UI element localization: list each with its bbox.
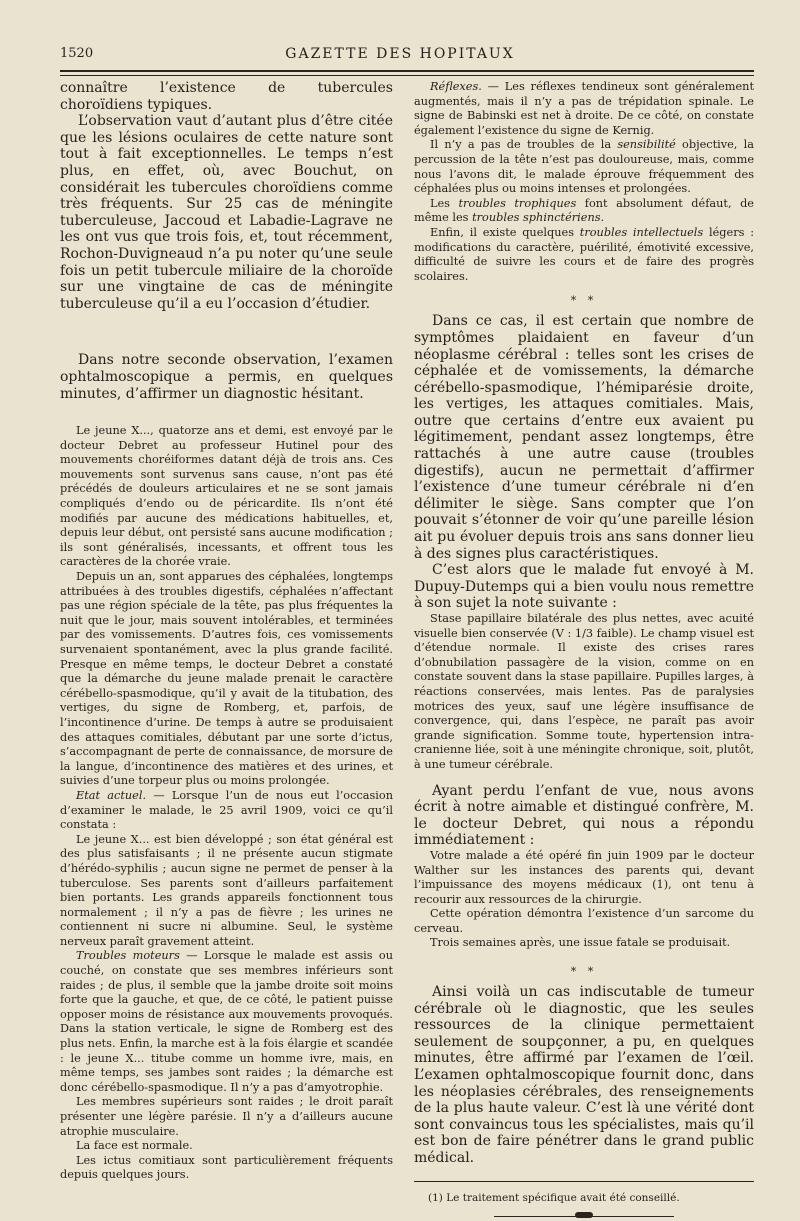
paragraph: Ainsi voilà un cas indiscutable de tumeur cérébrale où le diagnostic, que les seules ressources de la clinique permettaient seulement de soupçonner, a pu, en quelques minutes, être affirmé par l’examen de l’œil. L’examen ophtalmoscopique fournit donc, dans les néoplasies cérébrales, des renseignements de la plus haute valeur. C’est là une vérité dont sont convaincus tous les spécialistes, mais qu’il est bon de faire pénétrer dans le grand public médical. [414, 984, 754, 1166]
paragraph: Dans notre seconde observation, l’examen ophtalmoscopique a permis, en quelques minutes, d’affirmer un diagnostic hésitant. [60, 352, 393, 402]
journal-title: GAZETTE DES HOPITAUX [285, 46, 515, 62]
page-number: 1520 [60, 46, 94, 61]
running-header [0, 44, 800, 66]
end-ornament [414, 1211, 754, 1221]
case-paragraph: Les troubles trophiques font absolument défaut, de même les troubles sphinctériens. [414, 196, 754, 225]
case-paragraph: Enfin, il existe quelques troubles intellectuels légers : modifications du caractère, puérilité, émotivité excessive, difficulté de suivre les cours et de faire des progrès scolaires. [414, 225, 754, 283]
case-paragraph: Le jeune X..., quatorze ans et demi, est envoyé par le docteur Debret au professeur Hutinel pour des mouvements choréiformes datant déjà de trois ans. Ces mouvements sont survenus sans cause, n’ont pas été précédés de douleurs articulaires et ne se sont jamais compliqués d’endo ou de péricardite. Ils n’ont été modifiés par aucune des médications habituelles, et, depuis leur début, ont persisté sans aucune modification ; ils sont généralisés, incessants, et offrent tous les caractères de la chorée vraie. [60, 424, 393, 569]
paragraph: Dans ce cas, il est certain que nombre de symptômes plaidaient en faveur d’un néoplasme cérébral : telles sont les crises de céphalée et de vomissements, la démarche cérébello-spasmodique, l’hémiparésie droite, les vertiges, les attaques comitiales. Mais, outre que certains d’entre eux avaient pu légitimement, pendant assez longtemps, être rattachés à une autre cause (troubles digestifs), aucun ne permettait d’affirmer l’existence d’une tumeur cérébrale ni d’en délimiter le siège. Sans compter que l’on pouvait s’étonner de voir qu’une pareille lésion ait pu évoluer depuis trois ans sans donner lieu à des signes plus caractéristiques. [414, 313, 754, 562]
case-paragraph: Il n’y a pas de troubles de la sensibilité objective, la percussion de la tête n’est pas douloureuse, mais, comme nous l’avons dit, le malade éprouve fréquemment des céphalées plus ou moins intenses et prolongées. [414, 138, 754, 196]
case-paragraph: Etat actuel. — Lorsque l’un de nous eut l’occasion d’examiner le malade, le 25 avril 1909, voici ce qu’il constata : [60, 788, 393, 832]
subheading: Troubles moteurs [76, 949, 180, 963]
section-separator: * * [570, 294, 598, 308]
case-paragraph: Troubles moteurs — Lorsque le malade est assis ou couché, on constate que ses membres inférieurs sont raides ; de plus, il semble que la jambe droite soit moins forte que la gauche, et que, de ce côté, le patient puisse opposer moins de résistance aux mouvements provoqués. Dans la station verticale, le signe de Romberg est des plus nets. Enfin, la marche est à la fois élargie et scandée : le jeune X... titube comme un homme ivre, mais, en même temps, ses jambes sont raides ; la démarche est donc cérébello-spasmodique. Il n’y a pas d’amyotrophie. [60, 949, 393, 1094]
case-paragraph: Le jeune X... est bien développé ; son état général est des plus satisfaisants ; il ne présente aucun stigmate d’hérédo-syphilis ; aucun signe ne permet de penser à la tuberculose. Ses parents sont d’ailleurs parfaitement bien portants. Les grands appareils fonctionnent tous normalement ; il n’y a pas de fièvre ; les urines ne contiennent ni sucre ni albumine. Seul, le système nerveux paraît gravement atteint. [60, 832, 393, 948]
case-paragraph: Réflexes. — Les réflexes tendineux sont généralement augmentés, mais il n’y a pas de trépidation spinale. Le signe de Babinski est net à droite. De ce côté, on constate également l’existence du signe de Kernig. [414, 80, 754, 137]
subheading: Etat actuel. [76, 788, 147, 802]
paragraph: connaître l’existence de tubercules choroïdiens typiques. [60, 80, 393, 113]
case-paragraph: Les ictus comitiaux sont particulièrement fréquents depuis quelques jours. [60, 1153, 393, 1182]
paragraph: L’observation vaut d’autant plus d’être citée que les lésions oculaires de cette nature sont tout à fait exceptionnelles. Le temps n’est plus, en effet, où, avec Bouchut, on considérait les tubercules choroïdiens comme très fréquents. Sur 25 cas de méningite tuberculeuse, Jaccoud et Labadie-Lagrave ne les ont vus que trois fois, et, tout récemment, Rochon-Duvigneaud n’a pu noter qu’une seule fois un petit tubercule miliaire de la choroïde sur une vingtaine de cas de méningite tuberculeuse qu’il a eu l’occasion d’étudier. [60, 113, 393, 312]
ornament-mark [575, 1212, 593, 1218]
section-separator: * * [570, 965, 598, 979]
section-gap [60, 312, 393, 352]
quoted-letter: Trois semaines après, une issue fatale se produisait. [430, 936, 731, 950]
quoted-letter: Votre malade a été opéré fin juin 1909 par le docteur Walther sur les instances des parents qui, devant l’impuissance des moyens médicaux (1), ont tenu à recourir aux ressources de la chirurgie. [414, 848, 754, 906]
subheading: Réflexes. [430, 80, 482, 93]
quoted-letter: Cette opération démontra l’existence d’un sarcome du cerveau. [414, 907, 754, 935]
section-gap [414, 773, 754, 783]
case-paragraph: Les membres supérieurs sont raides ; le droit paraît présenter une légère parésie. Il n’y a d’ailleurs aucune atrophie musculaire. [60, 1095, 393, 1138]
left-column [60, 80, 393, 1183]
footnote: (1) Le traitement spécifique avait été conseillé. [428, 1191, 680, 1204]
right-column [414, 80, 754, 1221]
case-paragraph: Depuis un an, sont apparues des céphalées, longtemps attribuées à des troubles digestifs, céphalées n’affectant pas une région spéciale de la tête, pas plus fréquentes la nuit que le jour, mais souvent intolérables, et terminées par des vomissements. D’autres fois, ces vomissements survenaient spontanément, avec la plus grande facilité. Presque en même temps, le docteur Debret a constaté que la démarche du jeune malade prenait le caractère cérébello-spasmodique, qu’il y avait de la titubation, des vertiges, du signe de Romberg, et, parfois, de l’incontinence d’urine. De temps à autre se produisaient des attaques comitiales, débutant par une sorte d’ictus, s’accompagnant de perte de connaissance, de morsure de la langue, d’incontinence des matières et des urines, et suivies d’une torpeur plus ou moins prolongée. [60, 570, 393, 788]
paragraph: C’est alors que le malade fut envoyé à M. Dupuy-Dutemps qui a bien voulu nous remettre à son sujet la note suivante : [414, 562, 754, 612]
section-gap [60, 402, 393, 424]
header-rule-thick [60, 70, 754, 72]
case-paragraph: La face est normale. [76, 1139, 193, 1153]
footnote-rule [414, 1181, 754, 1182]
header-rule-thin [60, 75, 754, 76]
paragraph: Ayant perdu l’enfant de vue, nous avons écrit à notre aimable et distingué confrère, M. le docteur Debret, qui nous a répondu immédiatement : [414, 782, 754, 849]
quoted-note: Stase papillaire bilatérale des plus nettes, avec acuité visuelle bien conservée (V : 1/3 faible). Le champ visuel est d’étendue normale. Il existe des crises rares d’obnubilation passagère de la vision, comme on en constate souvent dans la stase papillaire. Pupilles larges, à réactions conservées, mais lentes. Pas de paralysies motrices des yeux, sauf une légère insuffisance de convergence, qui, dans l’espèce, ne paraît pas avoir grande signification. Somme toute, hypertension intracranienne liée, soit à une méningite chronique, soit, plutôt, à une tumeur cérébrale. [414, 612, 754, 771]
